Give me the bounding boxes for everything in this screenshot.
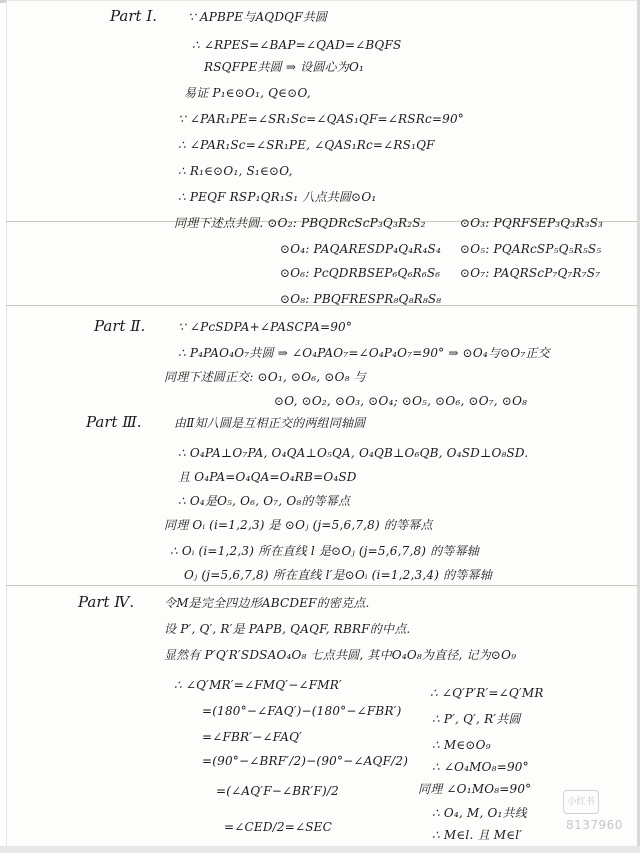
watermark-id: 8137960: [566, 818, 623, 832]
proof-line: 显然有 P′Q′R′SDSAO₄O₈ 七点共圆, 其中O₄O₈为直径, 记为⊙O₉: [164, 648, 517, 662]
proof-line: =∠CED/2=∠SEC: [224, 820, 333, 834]
proof-line: =(∠AQ′F−∠BR′F)/2: [216, 784, 339, 798]
watermark-logo: 小红书: [563, 790, 599, 814]
proof-line: ⊙O₄: PAQARESDP₄Q₄R₄S₄: [280, 242, 441, 256]
proof-line: ∴ ∠PAR₁Sc=∠SR₁PE, ∠QAS₁Rc=∠RS₁QF: [178, 138, 435, 152]
proof-line: ∴ P′, Q′, R′共圆: [432, 712, 521, 726]
part-3-heading: Part Ⅲ.: [86, 413, 142, 431]
scan-bottom-edge: [0, 846, 640, 853]
proof-line: ∴ O₄是O₅, O₆, O₇, O₈的等幂点: [178, 494, 351, 508]
proof-line: 同理下述点共圆. ⊙O₂: PBQDRcScP₃Q₃R₂S₂: [174, 216, 426, 230]
proof-line: RSQFPE共圆 ⇒ 设圆心为O₁: [204, 60, 364, 74]
proof-line: 易证 P₁∈⊙O₁, Q∈⊙O,: [184, 86, 311, 100]
part-2-heading: Part Ⅱ.: [94, 317, 146, 335]
proof-line: ⊙O₃: PQRFSEP₃Q₃R₃S₃: [460, 216, 604, 230]
proof-line: Oⱼ (j=5,6,7,8) 所在直线 l′是⊙Oᵢ (i=1,2,3,4) 的等幂轴: [184, 568, 492, 582]
proof-line: ∴ ∠O₄MO₈=90°: [432, 760, 529, 774]
proof-line: ∴ PEQF RSP₁QR₁S₁ 八点共圆⊙O₁: [178, 190, 377, 204]
proof-line: ⊙O₇: PAQRScP₇Q₇R₇S₇: [460, 266, 601, 280]
proof-line: 同理 Oᵢ (i=1,2,3) 是 ⊙Oⱼ (j=5,6,7,8) 的等幂点: [164, 518, 433, 532]
proof-line: ⊙O₈: PBQFRESPR₈Q₈R₈S₈: [280, 292, 442, 306]
proof-line: ∴ R₁∈⊙O₁, S₁∈⊙O,: [178, 164, 293, 178]
proof-line: ∵ ∠PAR₁PE=∠SR₁Sc=∠QAS₁QF=∠RSRc=90°: [178, 112, 464, 126]
proof-line: ∵ APBPE与AQDQF共圆: [188, 10, 328, 24]
proof-line: 设 P′, Q′, R′是 PAPB, QAQF, RBRF的中点.: [164, 622, 411, 636]
proof-line: 令M是完全四边形ABCDEF的密克点.: [164, 596, 370, 610]
proof-line: ∴ Oᵢ (i=1,2,3) 所在直线 l 是⊙Oⱼ (j=5,6,7,8) 的等幂轴: [170, 544, 479, 558]
part-4-heading: Part Ⅳ.: [78, 593, 135, 611]
proof-line: =(180°−∠FAQ′)−(180°−∠FBR′): [202, 704, 402, 718]
proof-line: =(90°−∠BRF′/2)−(90°−∠AQF/2): [202, 754, 409, 768]
handwritten-page: [6, 0, 638, 853]
proof-line: ∵ ∠PcSDPA+∠PASCPA=90°: [178, 320, 353, 334]
proof-line: ∴ ∠Q′MR′=∠FMQ′−∠FMR′: [174, 678, 342, 692]
proof-line: =∠FBR′−∠FAQ′: [202, 730, 303, 744]
proof-line: ∴ O₄, M, O₁共线: [432, 806, 527, 820]
proof-line: ⊙O₅: PQARcSP₅Q₅R₅S₅: [460, 242, 602, 256]
ruled-line: [6, 585, 638, 586]
proof-line: ∴ ∠RPES=∠BAP=∠QAD=∠BQFS: [192, 38, 402, 52]
proof-line: 且 O₄PA=O₄QA=O₄RB=O₄SD: [178, 470, 357, 484]
proof-line: ∴ M∈l. 且 M∈l′: [432, 828, 523, 842]
proof-line: 由Ⅱ知八圆是互相正交的两组同轴圆: [174, 416, 366, 430]
proof-line: ⊙O, ⊙O₂, ⊙O₃, ⊙O₄; ⊙O₅, ⊙O₆, ⊙O₇, ⊙O₈: [274, 394, 528, 408]
proof-line: ∴ M∈⊙O₉: [432, 738, 491, 752]
proof-line: ⊙O₆: PcQDRBSEP₆Q₆R₆S₆: [280, 266, 441, 280]
proof-line: 同理 ∠O₁MO₈=90°: [418, 782, 532, 796]
part-1-heading: Part Ⅰ.: [110, 7, 158, 25]
proof-line: ∴ O₄PA⊥O₇PA, O₄QA⊥O₅QA, O₄QB⊥O₆QB, O₄SD⊥O₈SD.: [178, 446, 529, 460]
proof-line: 同理下述圆正交: ⊙O₁, ⊙O₆, ⊙O₈ 与: [164, 370, 366, 384]
proof-line: ∴ ∠Q′P′R′=∠Q′MR: [430, 686, 544, 700]
proof-line: ∴ P₄PAO₄O₇共圆 ⇒ ∠O₄PAO₇=∠O₄P₄O₇=90° ⇒ ⊙O₄与⊙O₇正交: [178, 346, 550, 360]
